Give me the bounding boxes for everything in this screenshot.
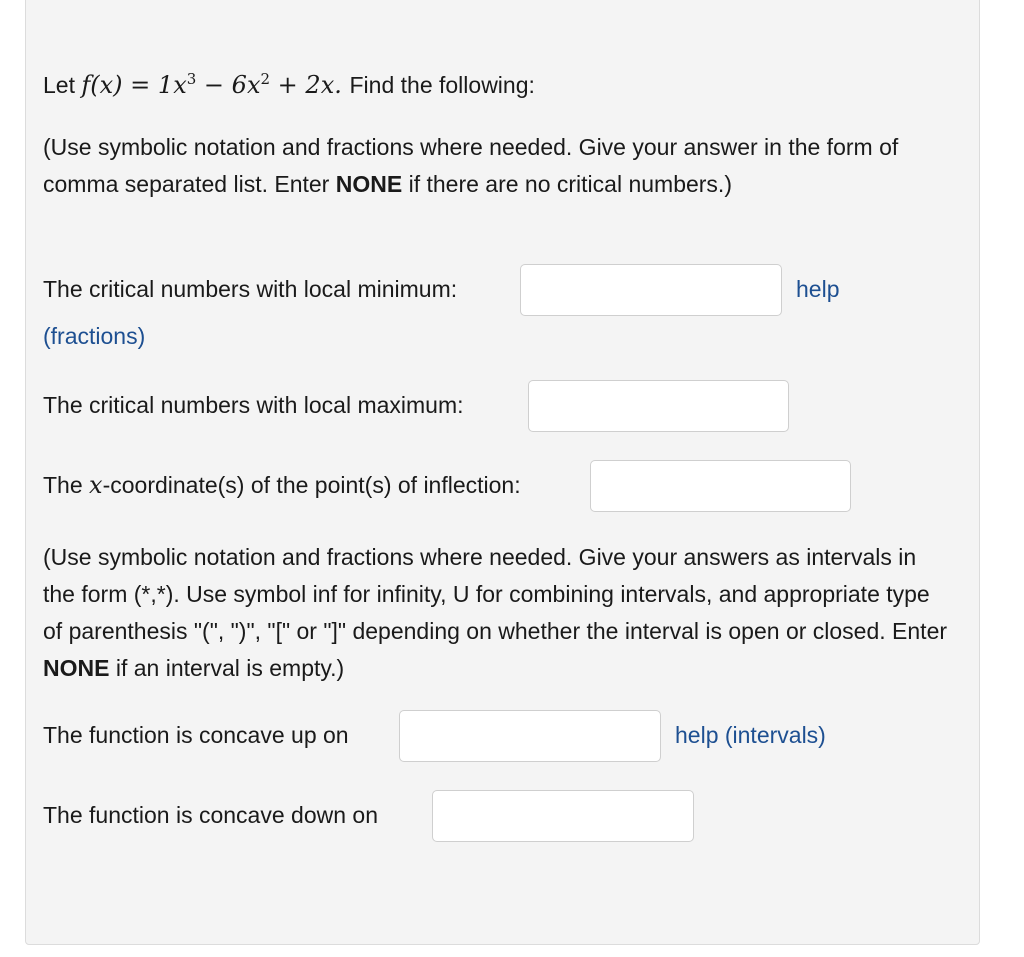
concave-down-field (432, 790, 694, 842)
instructions-2-text-a: (Use symbolic notation and fractions where needed. Give your answers as intervals in the form (*,*). Use symbol inf for infinity, U for combining intervals, and appropriate type of parenthesis "(", ")", "[" or "]" depending on whether the interval is open or closed. Enter (43, 544, 948, 644)
concave-up-label: The function is concave up on (43, 722, 349, 748)
help-fractions-link[interactable]: help (796, 276, 840, 302)
inflection-input[interactable] (591, 461, 851, 511)
term-2-exponent: 2 (260, 70, 271, 88)
instructions-1-bold: NONE (335, 171, 403, 197)
inflection-field (590, 460, 851, 512)
inflection-label-post: -coordinate(s) of the point(s) of inflection: (102, 472, 521, 498)
instructions-1-text-a: (Use symbolic notation and fractions where needed. Give your answer in the form of comma separated list. Enter (43, 134, 899, 197)
minus-sign: − (203, 71, 225, 99)
problem-lead: Let (43, 72, 75, 98)
instructions-intervals (43, 539, 948, 687)
local-min-label: The critical numbers with local minimum: (43, 276, 458, 302)
equals-sign: = (130, 71, 151, 99)
local-max-input[interactable] (529, 381, 789, 431)
concave-up-input[interactable] (400, 711, 661, 761)
term-1: 1x (157, 71, 187, 99)
term-2: 6x (231, 71, 261, 99)
problem-statement (43, 67, 535, 104)
problem-tail: Find the following: (349, 72, 535, 98)
inflection-label (43, 467, 521, 504)
local-max-label: The critical numbers with local maximum: (43, 392, 464, 418)
concave-up-field (399, 710, 661, 762)
term-3: 2x. (305, 71, 342, 99)
plus-sign: + (277, 71, 298, 99)
concave-down-input[interactable] (433, 791, 694, 841)
local-max-field (528, 380, 789, 432)
instructions-critical-numbers (43, 129, 923, 203)
function-name: f(x) (81, 71, 123, 99)
local-min-input[interactable] (521, 265, 782, 315)
instructions-2-bold: NONE (43, 655, 110, 681)
function-expression (81, 71, 349, 99)
instructions-1-text-b: if there are no critical numbers.) (408, 171, 732, 197)
help-intervals-link[interactable]: help (intervals) (675, 722, 826, 748)
local-min-field (520, 264, 782, 316)
inflection-label-x: x (89, 471, 103, 499)
term-1-exponent: 3 (186, 70, 197, 88)
help-fractions-sublink[interactable]: (fractions) (43, 323, 146, 349)
instructions-2-text-b: if an interval is empty.) (115, 655, 345, 681)
concave-down-label: The function is concave down on (43, 802, 378, 828)
inflection-label-pre: The (43, 472, 83, 498)
